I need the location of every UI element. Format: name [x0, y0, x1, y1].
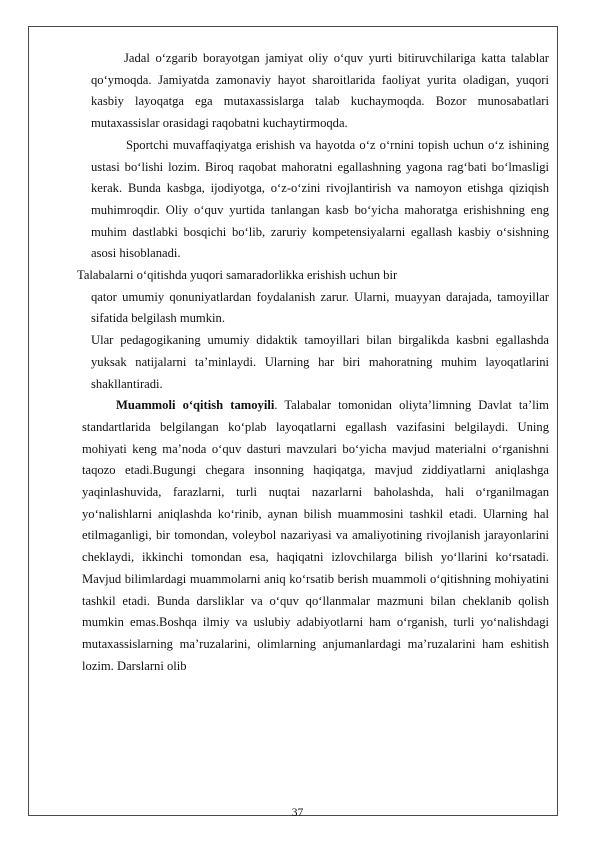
- paragraph-sportchi: Sportchi muvaffaqiyatga erishish va hayotda o‘z o‘rnini topish uchun o‘z ishining ustasi bo‘lishi lozim. Biroq raqobat mahoratni egallashning yagona rag‘bati bo‘lmasligi kerak. Bunda kasbga, ijodiyotga, o‘z-o‘zini rivojlantirish va namoyon etishga qiziqish muhimroqdir. Oliy o‘quv yurtida tanlangan kasb bo‘yicha mahoratga erishishning eng muhim dastlabki bosqichi bo‘lib, zaruriy kompetensiyalarni egallash kasbiy o‘sishning asosi hisoblanadi.: [91, 137, 549, 261]
- page-number: 37: [291, 807, 304, 819]
- paragraph-talabalarni-first-line: Talabalarni o‘qitishda yuqori samaradorlikka erishish uchun bir: [77, 268, 398, 283]
- paragraph-muammoli: [82, 395, 549, 677]
- document-body: [77, 48, 549, 677]
- section-heading-muammoli: Muammoli o‘qitish tamoyili: [116, 398, 275, 413]
- paragraph-muammoli-text: . Talabalar tomonidan oliyta’limning Davlat ta’lim standartlarida belgilangan ko‘plab layoqatlarni egallash vazifasini belgilaydi. Uning mohiyati keng ma’noda o‘quv dasturi mavzulari bo‘yicha mavjud materialni o‘rganishni taqozo etadi.Bugungi chegara insonning haqiqatga, mavjud ziddiyatlarni aniqlashga yaqinlashuvida, farazlarni, turli nuqtai nazarlarni baholashda, hali o‘rganilmagan yo‘nalishlarni aniqlashda ko‘rinib, aynan bilish muammosini tashkil etadi. Ularning hal etilmaganligi, bir tomondan, voleybol nazariyasi va amaliyotining rivojlanish jarayonlarini cheklaydi, ikkinchi tomondan esa, haqiqatni izlovchilarga bilish yo‘llarini ko‘rsatadi. Mavjud bilimlardagi muammolarni aniq ko‘rsatib berish muammoli o‘qitishning mohiyatini tashkil etadi. Bunda darsliklar va o‘quv qo‘llanmalar mazmuni bilan cheklanib qolish mumkin emas.Boshqa ilmiy va uslubiy adabiyotlarni ham o‘rganish, turli yo‘nalishdagi mutaxassislarning ma’ruzalarini, olimlarning anjumanlardagi ma’ruzalarini ham eshitish lozim. Darslarni olib: [82, 398, 549, 673]
- paragraph-ular: Ular pedagogikaning umumiy didaktik tamoyillari bilan birgalikda kasbni egallashda yuksak natijalarni ta’minlaydi. Ularning har biri mahoratning muhim layoqatlarini shakllantiradi.: [91, 333, 549, 391]
- paragraph-talabalarni-rest: qator umumiy qonuniyatlardan foydalanish zarur. Ularni, muayyan darajada, tamoyillar sifatida belgilash mumkin.: [91, 289, 549, 326]
- paragraph-intro: Jadal o‘zgarib borayotgan jamiyat oliy o‘quv yurti bitiruvchilariga katta talablar qo‘ymoqda. Jamiyatda zamonaviy hayot sharoitlarida faoliyat yurita oladigan, yuqori kasbiy layoqatga ega mutaxassislarga talab kuchaymoqda. Bozor munosabatlari mutaxassislar orasidagi raqobatni kuchaytirmoqda.: [91, 51, 549, 131]
